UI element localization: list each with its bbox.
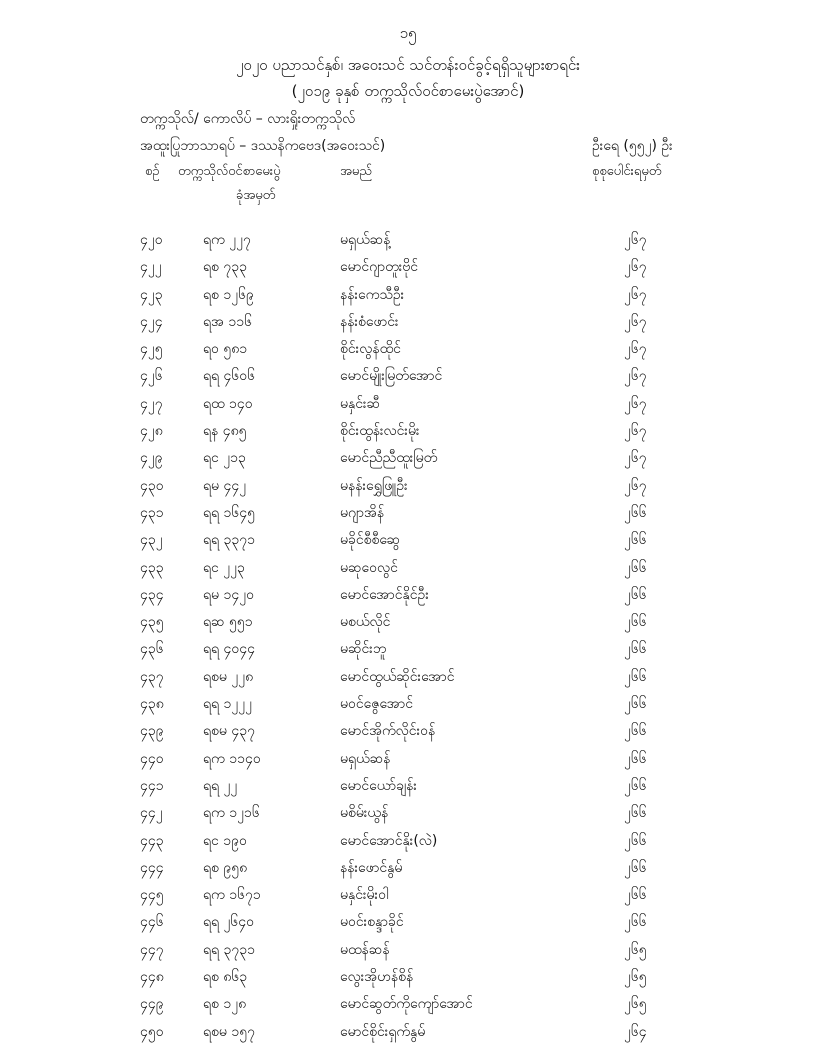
roll-number: ရရ ၄၀၄၄ — [203, 641, 256, 658]
table-row — [0, 776, 816, 803]
row-number: ၄၂၂ — [140, 259, 162, 276]
total-marks: ၂၆၅ — [624, 941, 647, 958]
roll-number: ရင ၂၁၃ — [203, 450, 246, 467]
total-marks: ၂၆၇ — [624, 259, 647, 276]
row-number: ၄၅၀ — [140, 1023, 164, 1040]
row-number: ၄၄၉ — [140, 996, 164, 1013]
table-row — [0, 530, 816, 557]
row-number: ၄၄၂ — [140, 805, 163, 822]
row-number: ၄၃၃ — [140, 559, 164, 576]
total-marks: ၂၆၆ — [624, 914, 647, 931]
table-row — [0, 667, 816, 694]
table-row — [0, 312, 816, 339]
roll-number: ရဝ ၅၈၁ — [203, 341, 248, 358]
student-name: မောင်မျိုးမြတ်အောင် — [340, 368, 443, 385]
row-number: ၄၃၇ — [140, 668, 164, 685]
row-number: ၄၄၄ — [140, 859, 164, 876]
row-number: ၄၄၆ — [140, 914, 164, 931]
roll-number: ရရ ၄၆၀၆ — [203, 368, 256, 385]
row-number: ၄၄၅ — [140, 887, 164, 904]
table-row — [0, 558, 816, 585]
roll-number: ရစမ ၄၃၇ — [203, 723, 255, 740]
student-name: နန်းစံဖောင်း — [340, 313, 399, 330]
roll-number: ရင ၂၂၃ — [203, 559, 245, 576]
total-marks: ၂၆၆ — [624, 559, 647, 576]
header-marks: စုစုပေါင်းရမှတ် — [592, 164, 662, 179]
student-name: နန်းဖောင်နွမ် — [340, 859, 403, 876]
total-marks: ၂၆၆ — [624, 859, 647, 876]
total-marks: ၂၆၆ — [624, 641, 647, 658]
table-row — [0, 285, 816, 312]
total-marks: ၂၆၆ — [624, 504, 647, 521]
row-number: ၄၄၇ — [140, 941, 164, 958]
roll-number: ရက ၁၆၇၁ — [203, 887, 261, 904]
roll-number: ရက ၁၂၁၆ — [203, 805, 260, 822]
roll-number: ရစ ၉၅၈ — [203, 859, 248, 876]
student-name: မောင်ဆွတ်ကိုကျော်အောင် — [340, 996, 473, 1013]
student-name: မဂျာအိန် — [340, 504, 385, 521]
total-marks: ၂၆၇ — [624, 341, 647, 358]
roll-number: ရက ၂၂၇ — [203, 232, 251, 248]
total-marks: ၂၆၇ — [624, 232, 647, 248]
student-name: မဝင်ဇွေအောင် — [340, 696, 413, 713]
row-number: ၄၂၉ — [140, 450, 163, 467]
row-number: ၄၃၆ — [140, 641, 164, 658]
student-name: စိုင်းလွန်ထိုင် — [340, 341, 401, 358]
specialization-line: အထူးပြုဘာသာရပ် – ဒဿနိကဗေဒ(အဝေးသင်) — [140, 138, 386, 154]
table-row — [0, 339, 816, 366]
total-marks: ၂၆၅ — [624, 969, 647, 986]
total-marks: ၂၆၇ — [624, 477, 647, 494]
total-marks: ၂၆၆ — [624, 805, 647, 822]
roll-number: ရရ ၁၆၄၅ — [203, 504, 256, 521]
total-marks: ၂၆၆ — [624, 723, 647, 740]
student-name: မထန်ဆန် — [340, 941, 390, 958]
student-name: မနှင်းဆီ — [340, 395, 381, 412]
student-name: လွေးအိုဟန်စိန် — [340, 969, 414, 986]
student-name: မဆိုင်းဘူ — [340, 641, 387, 658]
total-marks: ၂၆၆ — [624, 750, 647, 767]
total-marks: ၂၆၆ — [624, 777, 647, 794]
row-number: ၄၄၀ — [140, 750, 164, 767]
student-name: မောင်အောင်နိုင်ဦး — [340, 586, 429, 603]
total-marks: ၂၆၇ — [624, 423, 647, 440]
row-number: ၄၃၈ — [140, 696, 164, 713]
row-number: ၄၃၄ — [140, 586, 164, 603]
roll-number: ရစ ၇၃၃ — [203, 259, 247, 276]
row-number: ၄၂၃ — [140, 286, 163, 303]
header-roll-line2: ခုံအမှတ် — [236, 188, 276, 203]
table-row — [0, 912, 816, 939]
roll-number: ရဆ ၅၅၁ — [203, 614, 253, 631]
total-marks: ၂၆၆ — [624, 696, 647, 713]
roll-number: ရရ ၂၂ — [203, 777, 238, 794]
roll-number: ရရ ၃၇၃၁ — [203, 941, 256, 958]
student-name: မရှယ်ဆန် — [340, 750, 391, 767]
roll-number: ရအ ၁၁၆ — [203, 313, 252, 330]
student-name: မနှင်းမိုးဝါ — [340, 887, 389, 904]
header-roll: တက္ကသိုလ်ဝင်စာမေးပွဲ — [178, 164, 281, 179]
student-name: မရှယ်ဆန့် — [340, 232, 391, 248]
roll-number: ရရ ၁၂၂၂ — [203, 696, 253, 713]
student-name: မောင်အိုက်လိုင်းဝန် — [340, 723, 436, 740]
roll-number: ရစ ၁၂၆၉ — [203, 286, 254, 303]
row-number: ၄၂၆ — [140, 368, 163, 385]
row-number: ၄၃၂ — [140, 532, 163, 549]
table-row — [0, 612, 816, 639]
roll-number: ရစ ၁၂၈ — [203, 996, 247, 1013]
results-list — [0, 230, 816, 1049]
table-row — [0, 994, 816, 1021]
student-name: စိုင်းထွန်းလင်းမိုး — [340, 423, 420, 440]
table-row — [0, 257, 816, 284]
total-marks: ၂၆၇ — [624, 286, 647, 303]
row-number: ၄၃၉ — [140, 723, 164, 740]
roll-number: ရစမ ၂၂၈ — [203, 668, 254, 685]
table-row — [0, 476, 816, 503]
roll-number: ရထ ၁၄၀ — [203, 395, 253, 412]
student-name: မခိုင်စီစီဆွေ — [340, 532, 400, 549]
row-number: ၄၂၇ — [140, 395, 163, 412]
table-row — [0, 858, 816, 885]
table-row — [0, 639, 816, 666]
table-row — [0, 585, 816, 612]
table-row — [0, 940, 816, 967]
table-row — [0, 1022, 816, 1049]
roll-number: ရက ၁၁၄၀ — [203, 750, 261, 767]
total-count: ဦးရေ (၅၅၂) ဦး — [592, 138, 673, 154]
row-number: ၄၄၈ — [140, 969, 164, 986]
table-row — [0, 749, 816, 776]
row-number: ၄၂၄ — [140, 313, 163, 330]
student-name: မဆုဝေလွင် — [340, 559, 398, 576]
row-number: ၄၃၁ — [140, 504, 164, 521]
header-name: အမည် — [340, 164, 372, 179]
page-number: ၁၅ — [399, 24, 417, 42]
table-row — [0, 721, 816, 748]
student-name: မစယ်လိုင် — [340, 614, 391, 631]
total-marks: ၂၆၇ — [624, 395, 647, 412]
student-name: မောင်ဂျာတူးဗိုင် — [340, 259, 419, 276]
student-name: မောင်ယော်ချန်း — [340, 777, 417, 794]
student-name: နန်းကေသီဦး — [340, 286, 405, 303]
row-number: ၄၂၀ — [140, 232, 163, 248]
roll-number: ရရ ၂၆၄၀ — [203, 914, 255, 931]
table-row — [0, 885, 816, 912]
table-row — [0, 803, 816, 830]
header-no: စဉ် — [145, 164, 160, 179]
student-name: မစိမ်းယွန် — [340, 805, 389, 822]
document-title: ၂၀၂၀ ပညာသင်နှစ်၊ အဝေးသင် သင်တန်းဝင်ခွင့်ရရှိသူများစာရင်း — [236, 56, 580, 74]
student-name: မောင်ညီညီထူးမြတ် — [340, 450, 438, 467]
table-row — [0, 503, 816, 530]
total-marks: ၂၆၆ — [624, 586, 647, 603]
total-marks: ၂၆၅ — [624, 996, 647, 1013]
row-number: ၄၂၈ — [140, 423, 163, 440]
roll-number: ရန ၄၈၅ — [203, 423, 247, 440]
row-number: ၄၄၃ — [140, 832, 164, 849]
student-name: မောင်စိုင်းရှက်နွမ် — [340, 1023, 426, 1040]
total-marks: ၂၆၆ — [624, 832, 647, 849]
table-row — [0, 230, 816, 257]
roll-number: ရမ ၄၄၂ — [203, 477, 247, 494]
table-row — [0, 448, 816, 475]
row-number: ၄၂၅ — [140, 341, 163, 358]
total-marks: ၂၆၇ — [624, 368, 647, 385]
total-marks: ၂၆၆ — [624, 532, 647, 549]
total-marks: ၂၆၆ — [624, 668, 647, 685]
row-number: ၄၃၀ — [140, 477, 164, 494]
student-name: မနန်းရွှေဖြူဦး — [340, 477, 408, 494]
roll-number: ရရ ၃၃၇၁ — [203, 532, 256, 549]
row-number: ၄၄၁ — [140, 777, 164, 794]
table-row — [0, 831, 816, 858]
roll-number: ရင ၁၉၀ — [203, 832, 247, 849]
document-subtitle: (၂၀၁၉ ခုနှစ် တက္ကသိုလ်ဝင်စာမေးပွဲအောင်) — [291, 82, 525, 100]
table-row — [0, 366, 816, 393]
total-marks: ၂၆၇ — [624, 313, 647, 330]
student-name: မဝင်းစန္ဒာခိုင် — [340, 914, 404, 931]
row-number: ၄၃၅ — [140, 614, 164, 631]
total-marks: ၂၆၆ — [624, 887, 647, 904]
student-name: မောင်ထွယ်ဆိုင်းအောင် — [340, 668, 455, 685]
table-row — [0, 967, 816, 994]
table-row — [0, 394, 816, 421]
roll-number: ရစမ ၁၅၇ — [203, 1023, 255, 1040]
university-line: တက္ကသိုလ်/ ကောလိပ် – လားရှိုးတက္ကသိုလ် — [140, 111, 356, 127]
roll-number: ရမ ၁၄၂၀ — [203, 586, 254, 603]
table-row — [0, 694, 816, 721]
student-name: မောင်အောင်နိုး(လဲ) — [340, 832, 438, 849]
total-marks: ၂၆၄ — [624, 1023, 647, 1040]
roll-number: ရစ ၈၆၃ — [203, 969, 248, 986]
total-marks: ၂၆၆ — [624, 614, 647, 631]
total-marks: ၂၆၇ — [624, 450, 647, 467]
table-row — [0, 421, 816, 448]
